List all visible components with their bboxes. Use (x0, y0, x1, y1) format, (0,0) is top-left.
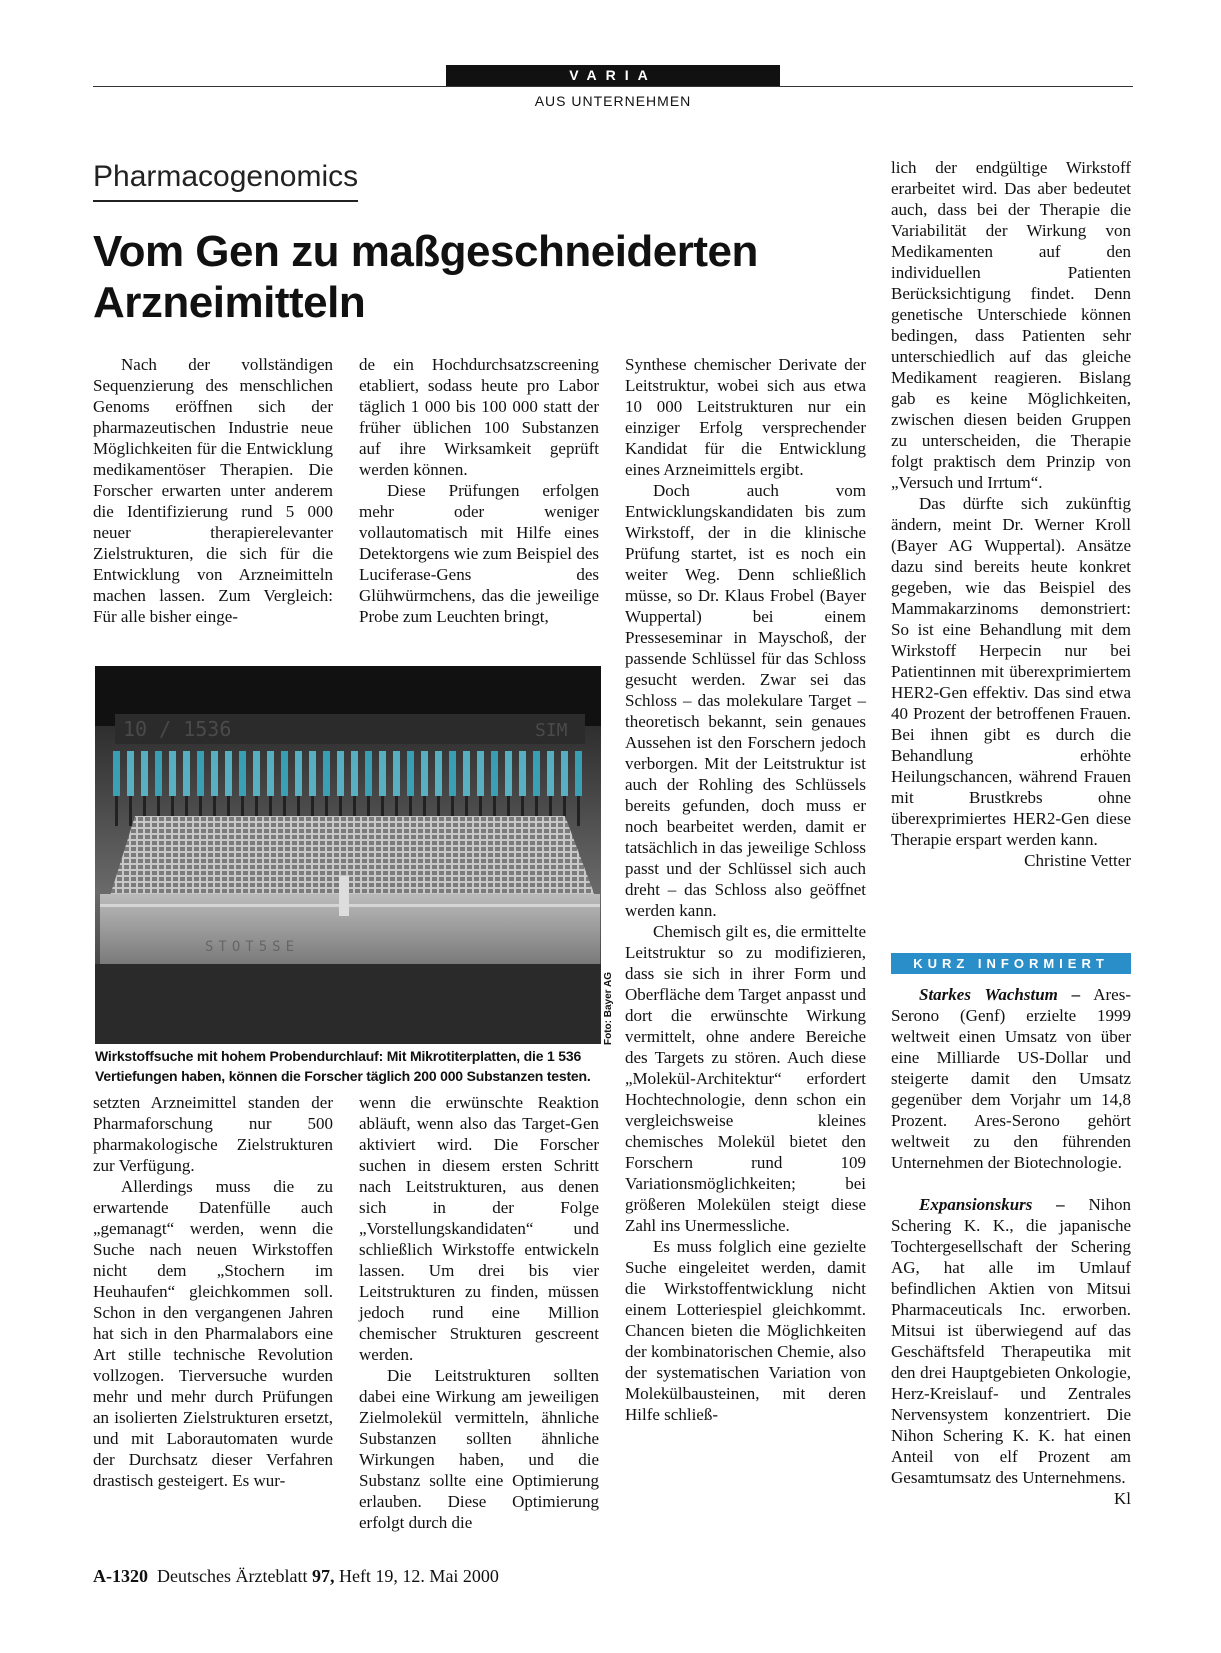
pipette-tip (505, 751, 512, 796)
pipette-tip (407, 751, 414, 796)
paragraph: Diese Prüfungen erfolgen mehr oder weniger vollautomatisch mit Hilfe eines Detektorgens wie zum Beispiel des Luciferase-Gens des Glühwürmchens, das die jeweilige Probe zum Leuchten bringt, (359, 481, 599, 626)
page-number: A-1320 (93, 1566, 148, 1586)
lab-photo (95, 666, 601, 1044)
photo-credit: Foto: Bayer AG (603, 972, 614, 1045)
paragraph: wenn die erwünschte Reaktion abläuft, wenn also das Target-Gen aktiviert wird. Die Forscher suchen in diesem ersten Schritt nach Leitstrukturen, aus denen sich in der Folge „Vorstellungskandidaten“ und schließlich Wirkstoffe entwickeln lassen. Um drei bis vier Leitstrukturen zu finden, müssen jedoch rund eine Million chemischer Strukturen gescreent werden. (359, 1093, 599, 1364)
page-footer (93, 1566, 499, 1587)
pipette-tip (393, 751, 400, 796)
paragraph: lich der endgültige Wirkstoff erarbeitet wird. Das aber bedeutet auch, dass bei der Therapie die Variabilität der Wirkung von Medikamenten auf den individuellen Patienten Berücksichtigung findet. Denn genetische Unterschiede können bedingen, dass Patienten sehr unterschiedlich auf das gleiche Medikament reagieren. Bislang gab es keine Möglichkeiten, zwischen diesen beiden Gruppen zu unterscheiden, die Therapie folgt praktisch dem Prinzip von „Versuch und Irrtum“. (891, 158, 1131, 492)
paragraph: Doch auch vom Entwicklungskandidaten bis zum Wirkstoff, der in die klinische Prüfung startet, ist es noch ein weiter Weg. Denn schließlich müsse, so Dr. Klaus Frobel (Bayer Wuppertal) bei einem Presseseminar in Mayschoß, der passende Schlüssel für das Schloss gesucht werden. Zwar sei das Schloss – das molekulare Target – theoretisch bekannt, sein genaues Aussehen ist den Forschern jedoch verborgen. Mit der Leitstruktur ist auch der Rohling des Schlüssels bereits gefunden, doch muss er noch bearbeitet werden, damit er tatsächlich in das jeweilige Schloss passt und der Schlüssel sich auch dreht – das Schloss also geöffnet werden kann. (625, 481, 866, 920)
pipette-needle (115, 796, 118, 826)
paragraph: setzten Arzneimittel standen der Pharmaforschung nur 500 pharmakologische Zielstrukturen zur Verfügung. (93, 1093, 333, 1175)
pipette-tip (547, 751, 554, 796)
section-sublabel: AUS UNTERNEHMEN (534, 93, 692, 109)
microtiter-plate-image (95, 666, 601, 1044)
pipette-tip (309, 751, 316, 796)
pipette-tip (267, 751, 274, 796)
sidebar-news (891, 984, 1131, 1509)
pipette-tip (183, 751, 190, 796)
column-2-bottom (359, 1092, 599, 1533)
pipette-tip (295, 751, 302, 796)
pipette-needle (129, 796, 132, 826)
pipette-tip (239, 751, 246, 796)
headline-line-2: Arzneimitteln (93, 278, 366, 327)
pipette-tip (127, 751, 134, 796)
plate-label: 10 / 1536 (123, 717, 232, 741)
pipette-tip (253, 751, 260, 796)
pipette-tip (477, 751, 484, 796)
pipette-tip (323, 751, 330, 796)
journal-volume: 97, (311, 1566, 335, 1586)
pipette-tip (351, 751, 358, 796)
sidebar-title: KURZ INFORMIERT (891, 953, 1131, 974)
pipette-tip (169, 751, 176, 796)
article-author: Christine Vetter (1024, 851, 1131, 870)
pipette-tip (113, 751, 120, 796)
header-rule (93, 86, 1133, 87)
paragraph: Allerdings muss die zu erwartende Datenfülle auch „gemanagt“ werden, wenn die Suche nach neuen Wirkstoffen nicht dem „Stochern im Heuhaufen“ gleichkommen soll. Schon in den vergangenen Jahren hat sich in den Pharmalabors eine Art stille technische Revolution vollzogen. Tierversuche wurden mehr und mehr durch Prüfungen an isolierten Zielstrukturen ersetzt, und mit Laborautomaten wurde der Durchsatz dieser Verfahren drastisch gesteigert. Es wur- (93, 1177, 333, 1490)
pipette-tip (379, 751, 386, 796)
pipette-tip (281, 751, 288, 796)
pipette-tip (519, 751, 526, 796)
pipette-tip (211, 751, 218, 796)
paragraph: Das dürfte sich zukünftig ändern, meint Dr. Werner Kroll (Bayer AG Wuppertal). Ansätze dazu sind bereits heute konkret gegeben, wie das Beispiel des Mammakarzinoms demonstriert: So ist eine Behandlung mit dem Wirkstoff Herpecin nur bei Patientinnen mit überexprimiertem HER2-Gen effektiv. Das sind etwa 40 Prozent der betroffenen Frauen. Bei ihnen gibt es durch die Behandlung erhöhte Heilungschancen, während Frauen mit Brustkrebs ohne überexprimiertes HER2-Gen diese Therapie erspart werden kann. Christine Vetter (891, 494, 1131, 870)
journal-name: Deutsches Ärzteblatt (157, 1566, 308, 1586)
pipette-needle (577, 796, 580, 826)
pipette-tip (141, 751, 148, 796)
news-item: Expansionskurs – Nihon Schering K. K., die japanische Tochtergesellschaft der Schering AG, hat alle im Umlauf befindlichen Aktien von Mitsui Pharmaceuticals Inc. erworben. Mitsui ist überwiegend auf das Geschäftsfeld Therapeutika mit den drei Hauptgebieten Onkologie, Herz-Kreislauf- und Zentrales Nervensystem konzentriert. Die Nihon Schering K. K. hat einen Anteil von elf Prozent am Gesamtumsatz des Unternehmens. Kl (891, 1195, 1132, 1508)
photo-caption: Wirkstoffsuche mit hohem Probendurchlauf: Mit Mikrotiterplatten, die 1 536 Vertiefungen haben, können die Forscher täglich 200 000 Substanzen testen. (95, 1048, 591, 1084)
pipette-tip (337, 751, 344, 796)
pipette-tip (449, 751, 456, 796)
svg-text:SIM: SIM (535, 720, 568, 741)
paragraph: de ein Hochdurchsatzscreening etabliert, sodass heute pro Labor täglich 1 000 bis 100 000 statt der früher üblichen 100 Substanzen auf ihre Wirksamkeit geprüft werden können. (359, 355, 599, 479)
paragraph: Es muss folglich eine gezielte Suche eingeleitet werden, damit die Wirkstoffentwicklung nicht einem Lotteriespiel gleichkommt. Chancen bieten die Möglichkeiten der kombinatorischen Chemie, also der systematischen Variation von Molekülbausteinen, mit deren Hilfe schließ- (625, 1237, 866, 1424)
column-2-top (359, 354, 599, 627)
article-headline (93, 226, 883, 328)
article-kicker: Pharmacogenomics (93, 160, 358, 202)
paragraph: Nach der vollständigen Sequenzierung des menschlichen Genoms eröffnen sich der pharmazeutischen Industrie neue Möglichkeiten für die Entwicklung medikamentöser Therapien. Die Forscher erwarten unter anderem die Identifizierung rund 5 000 neuer therapierelevanter Zielstrukturen, die sich für die Entwicklung von Arzneimitteln machen lassen. Zum Vergleich: Für alle bisher einge- (93, 355, 333, 626)
journal-issue: Heft 19, 12. Mai 2000 (338, 1566, 499, 1586)
column-3 (625, 354, 866, 1425)
sidebar-author: Kl (1114, 1489, 1131, 1508)
news-item: Starkes Wachstum – Ares-Serono (Genf) erzielte 1999 weltweit einen Umsatz von über eine Milliarde US-Dollar und steigerte damit den Umsatz gegenüber dem Vorjahr um 14,8 Prozent. Ares-Serono gehört weltweit zu den führenden Unternehmen der Biotechnologie. (891, 985, 1131, 1172)
paragraph: Synthese chemischer Derivate der Leitstruktur, wobei sich aus etwa 10 000 Leitstrukturen nur ein einziger Erfolg versprechender Kandidat für die Entwicklung eines Arzneimittels ergibt. (625, 355, 866, 479)
headline-line-1: Vom Gen zu maßgeschneiderten (93, 227, 758, 276)
column-4 (891, 157, 1131, 871)
column-1-top (93, 354, 333, 627)
pipette-tip (225, 751, 232, 796)
pipette-tip (561, 751, 568, 796)
column-1-bottom (93, 1092, 333, 1491)
section-label: VARIA (446, 65, 780, 86)
paragraph: Die Leitstrukturen sollten dabei eine Wirkung am jeweiligen Zielmolekül vermitteln, ähnliche Substanzen sollten ähnliche Wirkungen haben, und die Substanz sollte eine Optimierung erlauben. Diese Optimierung erfolgt durch die (359, 1366, 599, 1532)
pipette-tip (421, 751, 428, 796)
paragraph: Chemisch gilt es, die ermittelte Leitstruktur so zu modifizieren, dass sie sich in ihrer Form und Oberfläche dem Target anpasst und dort die erwünschte Wirkung vermittelt, ohne andere Bereiche des Targets zu stören. Auch diese „Molekül-Architektur“ erfordert Hochtechnologie, denn schon ein vergleichsweise kleines chemisches Molekül bietet den Forschern rund 109 Variationsmöglichkeiten; bei größeren Molekülen steigt diese Zahl ins Unermessliche. (625, 922, 866, 1235)
pipette-tip (491, 751, 498, 796)
plate-code: STOT5SE (205, 939, 300, 955)
pipette-tip (155, 751, 162, 796)
pipette-tip (575, 751, 582, 796)
pipette-tip (197, 751, 204, 796)
pipette-tip (533, 751, 540, 796)
pipette-tip (365, 751, 372, 796)
pipette-tip (463, 751, 470, 796)
pipette-tip (435, 751, 442, 796)
